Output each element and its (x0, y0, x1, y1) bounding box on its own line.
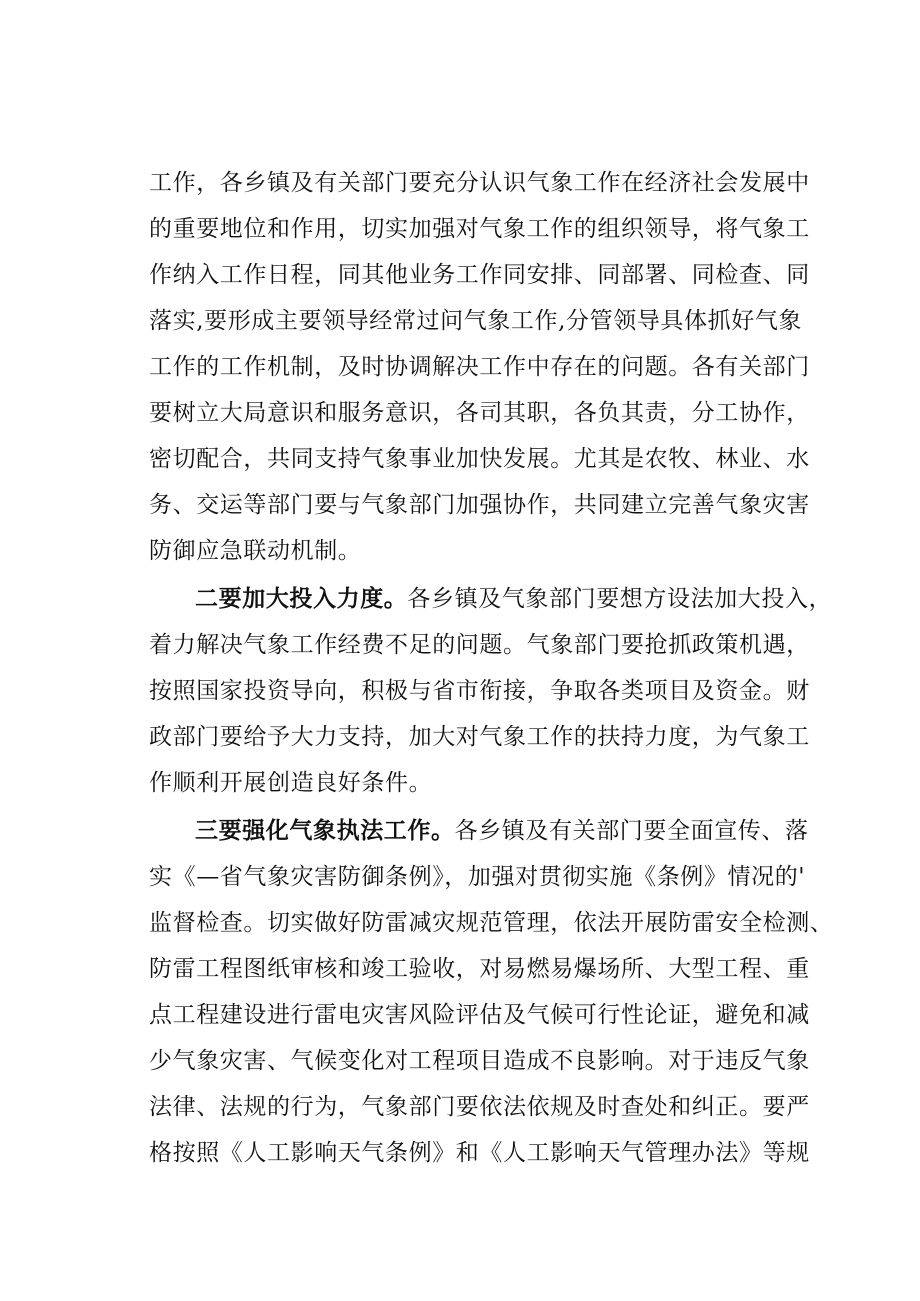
paragraph-2 (149, 576, 833, 806)
text-line: 防御应急联动机制。 (149, 538, 362, 564)
paragraph-first-line (149, 808, 814, 854)
paragraph-1 (149, 160, 814, 574)
text-line: 各乡镇及有关部门要全面宣传、落 (454, 818, 809, 844)
paragraph-heading: 三要强化气象执法工作。 (195, 818, 455, 844)
text-line: 工作，各乡镇及有关部门要充分认识气象工作在经济社会发展中 (149, 170, 810, 196)
text-line: 要树立大局意识和服务意识，各司其职，各负其责，分工协作， (149, 400, 810, 426)
text-line: 防雷工程图纸审核和竣工验收，对易燃易爆场所、大型工程、重 (149, 956, 810, 982)
text-line: 的重要地位和作用，切实加强对气象工作的组织领导，将气象工 (149, 216, 810, 242)
text-line: 按照国家投资导向，积极与省市衔接，争取各类项目及资金。财 (149, 678, 810, 704)
text-line: 格按照《人工影响天气条例》和《人工影响天气管理办法》等规 (149, 1140, 810, 1166)
text-line: 法律、法规的行为，气象部门要依法依规及时查处和纠正。要严 (149, 1094, 810, 1120)
text-line: 着力解决气象工作经费不足的问题。气象部门要抢抓政策机遇， (149, 632, 810, 658)
text-line: 务、交运等部门要与气象部门加强协作，共同建立完善气象灾害 (149, 492, 810, 518)
text-line: 作顺利开展创造良好条件。 (149, 770, 433, 796)
text-line: 落实,要形成主要领导经常过问气象工作,分管领导具体抓好气象 (149, 308, 803, 334)
text-line: 各乡镇及气象部门要想方设法加大投入， (407, 586, 833, 612)
text-line: 实《—省气象灾害防御条例》，加强对贯彻实施《条例》情况的' (149, 864, 806, 890)
text-line: 作纳入工作日程，同其他业务工作同安排、同部署、同检查、同 (149, 262, 810, 288)
paragraph-3 (149, 808, 834, 1176)
paragraph-first-line (149, 576, 833, 622)
text-line: 监督检查。切实做好防雷减灾规范管理，依法开展防雷安全检测、 (149, 910, 834, 936)
paragraph-heading: 二要加大投入力度。 (195, 586, 408, 612)
text-line: 工作的工作机制，及时协调解决工作中存在的问题。各有关部门 (149, 354, 810, 380)
text-line: 政部门要给予大力支持，加大对气象工作的扶持力度，为气象工 (149, 724, 810, 750)
document-body (149, 160, 834, 1176)
text-line: 密切配合，共同支持气象事业加快发展。尤其是农牧、林业、水 (149, 446, 810, 472)
text-line: 点工程建设进行雷电灾害风险评估及气候可行性论证，避免和减 (149, 1002, 810, 1028)
text-line: 少气象灾害、气候变化对工程项目造成不良影响。对于违反气象 (149, 1048, 810, 1074)
